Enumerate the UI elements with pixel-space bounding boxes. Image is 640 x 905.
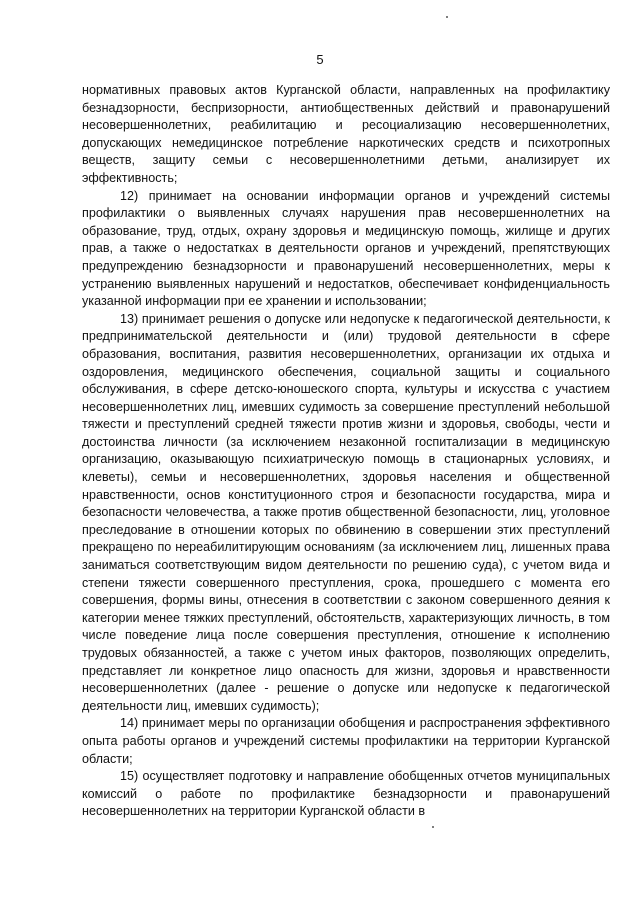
- scan-speck: [446, 16, 448, 18]
- page-number: 5: [316, 52, 324, 67]
- scan-speck: [432, 826, 434, 828]
- paragraph-item-15: 15) осуществляет подготовку и направление обобщенных отчетов муниципальных комиссий о работе по профилактике безнадзорности и правонарушений несовершеннолетних на территории Курганской области в: [82, 769, 610, 819]
- paragraph-item-14: 14) принимает меры по организации обобщения и распространения эффективного опыта работы органов и учреждений системы профилактики на территории Курганской области;: [82, 716, 610, 766]
- paragraph-item-13: 13) принимает решения о допуске или недопуске к педагогической деятельности, к предпринимательской деятельности и (или) трудовой деятельности в сфере образования, воспитания, развития несовершеннолетних, организации их отдыха и оздоровления, медицинского обеспечения, социальной защиты и социального обслуживания, в сфере детско-юношеского спорта, культуры и искусства с участием несовершеннолетних лиц, имевших судимость за совершение преступлений небольшой тяжести и преступлений средней тяжести против жизни и здоровья, свободы, чести и достоинства личности (за исключением незаконной госпитализации в медицинскую организацию, оказывающую психиатрическую помощь в стационарных условиях, и клеветы), семьи и несовершеннолетних, здоровья населения и общественной нравственности, основ конституционного строя и безопасности государства, мира и безопасности человечества, а также против общественной безопасности, лиц, уголовное преследование в отношении которых по обвинению в совершении этих преступлений прекращено по нереабилитирующим основаниям (за исключением лиц, лишенных права заниматься соответствующим видом деятельности по решению суда), с учетом вида и степени тяжести совершенного преступления, срока, прошедшего с момента его совершения, формы вины, отнесения в соответствии с законом совершенного деяния к категории менее тяжких преступлений, обстоятельств, характеризующих личность, в том числе поведение лица после совершения преступления, отношение к исполнению трудовых обязанностей, а также с учетом иных факторов, позволяющих определить, представляет ли конкретное лицо опасность для жизни, здоровья и нравственности несовершеннолетних (далее - решение о допуске или недопуске к педагогической деятельности лиц, имевших судимость);: [82, 311, 610, 713]
- document-body: [82, 82, 610, 821]
- paragraph-item-12: 12) принимает на основании информации органов и учреждений системы профилактики о выявленных случаях нарушения прав несовершеннолетних на образование, труд, отдых, охрану здоровья и медицинскую помощь, жилище и других прав, а также о недостатках в деятельности органов и учреждений, препятствующих предупреждению безнадзорности и правонарушений несовершеннолетних, меры к устранению выявленных нарушений и недостатков, обеспечивает конфиденциальность указанной информации при ее хранении и использовании;: [82, 188, 610, 309]
- paragraph-continuation: нормативных правовых актов Курганской области, направленных на профилактику безнадзорности, беспризорности, антиобщественных действий и правонарушений несовершеннолетних, реабилитацию и ресоциализацию несовершеннолетних, допускающих немедицинское потребление наркотических средств и психотропных веществ, защиту семьи с несовершеннолетними детьми, анализирует их эффективность;: [82, 83, 610, 185]
